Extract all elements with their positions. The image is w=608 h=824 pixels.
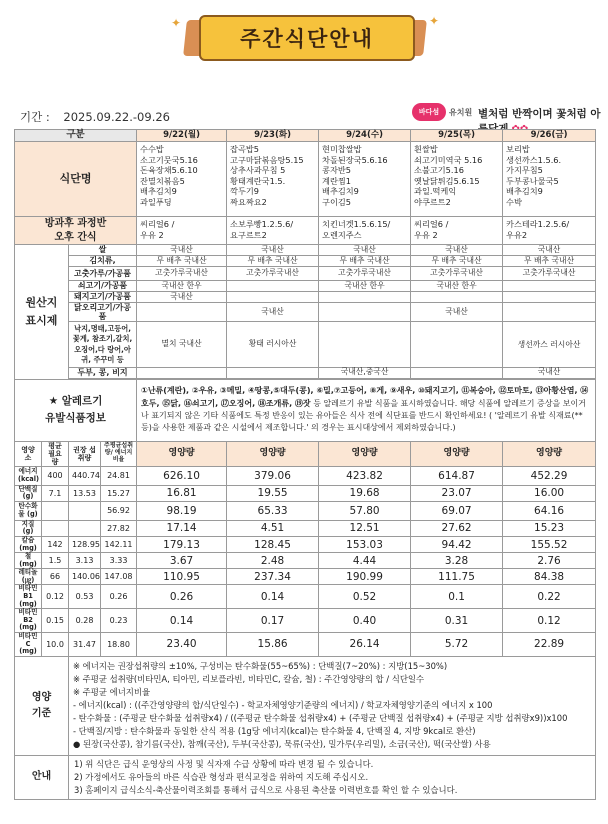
standard-notes: ※ 에너지는 권장섭취량의 ±10%, 구성비는 탄수화물(55~65%) : 단백질(7~20%) : 지방(15~30%) ※ 주평균 섭취량(비타민A, 티아민, 리보플라빈, 비타민C, 칼슘, 철) : 주간영양량의 합 / 식단일수 ※ 주평균 에너지비율 - 에너지(kcal) : ((주간영양량의 합/식단일수) - 학교자체영양기준량의 에너지) / 학교자체영양기준의 에너지 x 100 - 탄수화물 : (주평균 탄수화물 섭취량x4) / ((주평균 탄수화물 섭취량x4) + (주평균 단백질 섭취량x4) + (주평균 지방 섭취량x9))x100 - 단백질/지방 : 탄수화물과 동일한 산식 적용 (1g당 에너지(kcal)는 탄수화물 4, 단백질 4, 지방 9kcal로 환산) ● 된장(국산콩), 참기름(국산), 참깨(국산), 두부(국산콩), 묵류(국산), 밀가루(우리밀), 소금(국산), 떡(국산쌀) 사용 <box>69 656 596 755</box>
avg-requirement: 10.0 <box>42 632 69 656</box>
menu-day-thu: 흰쌀밥 쇠고기미역국 5.16 소불고기5.16 옛날닭튀김5.6.15 과일.떡케익 야쿠르트2 <box>411 142 503 217</box>
day-value: 0.14 <box>227 585 319 609</box>
day-value: 4.44 <box>319 553 411 569</box>
day-value: 15.86 <box>227 632 319 656</box>
day-value: 23.40 <box>137 632 227 656</box>
origin-cell: 국내산 <box>319 245 411 256</box>
avg-requirement: 7.1 <box>42 485 69 501</box>
day-value: 22.89 <box>503 632 596 656</box>
origin-row-beef <box>15 281 596 292</box>
day-value: 12.51 <box>319 520 411 536</box>
day-value: 4.51 <box>227 520 319 536</box>
day-value-head: 영양량 <box>411 441 503 466</box>
weekly-average: 147.08 <box>101 569 137 585</box>
origin-cell: 고춧가루국내산 <box>137 267 227 281</box>
origin-cell: 고춧가루국내산 <box>411 267 503 281</box>
day-value: 94.42 <box>411 537 503 553</box>
avg-requirement <box>42 520 69 536</box>
origin-row-kimchi <box>15 256 596 267</box>
recommended-intake: 3.13 <box>69 553 101 569</box>
banner-plate <box>199 15 415 61</box>
day-value: 2.76 <box>503 553 596 569</box>
recommended-intake: 13.53 <box>69 485 101 501</box>
day-header: 9/24(수) <box>319 130 411 142</box>
day-value: 614.87 <box>411 466 503 485</box>
day-value: 57.80 <box>319 501 411 520</box>
day-value: 0.26 <box>137 585 227 609</box>
weekly-average: 18.80 <box>101 632 137 656</box>
day-value: 128.45 <box>227 537 319 553</box>
origin-cell: 국내산 <box>503 245 596 256</box>
origin-cell <box>227 292 319 303</box>
origin-cell <box>227 281 319 292</box>
weekly-average: 0.26 <box>101 585 137 609</box>
nutrient-name: 철(mg) <box>15 553 42 569</box>
allergy-text: 등 알레르기 유발 식품을 표시하였습니다. 해당 식품에 알레르기 증상을 보이거나 표기되지 않은 기타 식품에도 특정 반응이 있는 유아들은 식사 전에 식단표를 반드시 확인하세요! ( '알레르기 유발 식재료(** 등)을 사용한 제품과 같은 시설에서 제조합니다.' 의 경우는 표시대상에서 제외하였습니다.) <box>141 398 586 433</box>
standard-label: 영양 기준 <box>15 656 69 755</box>
weekly-average: 142.11 <box>101 537 137 553</box>
origin-row-tofu <box>15 368 596 378</box>
day-header: 9/23(화) <box>227 130 319 142</box>
origin-row-pork <box>15 292 596 303</box>
origin-cell <box>503 303 596 322</box>
day-value: 27.62 <box>411 520 503 536</box>
allergy-info <box>137 379 596 441</box>
origin-item: 쌀 <box>69 245 137 256</box>
origin-cell: 국내산 <box>137 292 227 303</box>
day-value: 423.82 <box>319 466 411 485</box>
weekly-average: 0.23 <box>101 609 137 633</box>
allergy-row <box>15 379 596 441</box>
avg-requirement <box>42 501 69 520</box>
origin-item: 닭오리고기/가공품 <box>69 303 137 322</box>
weekly-average: 27.82 <box>101 520 137 536</box>
origin-label: 원산지 표시제 <box>15 245 69 380</box>
origin-row-poultry <box>15 303 596 322</box>
nutrient-name: 레티놀(㎍) <box>15 569 42 585</box>
slogan-text: 별처럼 반짝이며 꽃처럼 아 <box>478 108 601 120</box>
nutrition-row <box>15 501 596 520</box>
origin-cell: 국내산 한우 <box>137 281 227 292</box>
day-value: 15.23 <box>503 520 596 536</box>
standard-row <box>15 656 596 755</box>
origin-cell: 국내산 한우 <box>411 281 503 292</box>
day-value: 19.68 <box>319 485 411 501</box>
nutrition-row <box>15 485 596 501</box>
weekly-average: 15.27 <box>101 485 137 501</box>
category-header: 구분 <box>15 130 137 142</box>
origin-cell: 생선까스 러시아산 <box>503 322 596 368</box>
origin-cell: 국내산 한우 <box>319 281 411 292</box>
day-value: 155.52 <box>503 537 596 553</box>
origin-item: 김치류, <box>69 256 137 267</box>
star-icon: ★ <box>48 395 59 408</box>
day-value: 23.07 <box>411 485 503 501</box>
rec-head: 권장 섭취량 <box>69 441 101 466</box>
day-value: 0.1 <box>411 585 503 609</box>
origin-item: 쇠고기/가공품 <box>69 281 137 292</box>
day-value: 64.16 <box>503 501 596 520</box>
day-value: 626.10 <box>137 466 227 485</box>
origin-cell: 국내산 <box>503 368 596 378</box>
menu-row <box>15 142 596 217</box>
origin-cell <box>319 292 411 303</box>
recommended-intake: 128.95 <box>69 537 101 553</box>
avg-requirement: 0.12 <box>42 585 69 609</box>
origin-cell: 무 배추 국내산 <box>411 256 503 267</box>
origin-cell: 고춧가루국내산 <box>319 267 411 281</box>
day-value: 5.72 <box>411 632 503 656</box>
origin-cell: 무 배추 국내산 <box>137 256 227 267</box>
day-value: 16.81 <box>137 485 227 501</box>
day-value: 2.48 <box>227 553 319 569</box>
nutrition-row <box>15 609 596 633</box>
origin-cell: 무 배추 국내산 <box>227 256 319 267</box>
guide-row <box>15 755 596 799</box>
meal-table <box>14 129 596 800</box>
snack-label: 방과후 과정반 오후 간식 <box>15 217 137 245</box>
weekly-average: 24.81 <box>101 466 137 485</box>
day-value: 110.95 <box>137 569 227 585</box>
recommended-intake: 31.47 <box>69 632 101 656</box>
day-value: 26.14 <box>319 632 411 656</box>
origin-cell <box>227 368 319 378</box>
week-head: 주평균섭취량/ 에너지비율 <box>101 441 137 466</box>
day-value: 179.13 <box>137 537 227 553</box>
recommended-intake: 440.74 <box>69 466 101 485</box>
origin-cell: 무 배추 국내산 <box>503 256 596 267</box>
day-value: 98.19 <box>137 501 227 520</box>
origin-cell: 국내산 <box>227 303 319 322</box>
origin-cell: 멸치 국내산 <box>137 322 227 368</box>
day-value-head: 영양량 <box>319 441 411 466</box>
origin-cell: 무 배추 국내산 <box>319 256 411 267</box>
nutrition-row <box>15 553 596 569</box>
period-label: 기간 : <box>20 110 50 124</box>
weekly-average: 3.33 <box>101 553 137 569</box>
day-value: 0.14 <box>137 609 227 633</box>
allergy-label: ★ 알레르기 유발식품정보 <box>15 379 137 441</box>
origin-row-seafood <box>15 322 596 368</box>
day-value: 0.52 <box>319 585 411 609</box>
nutrition-body <box>15 466 596 656</box>
recommended-intake: 0.53 <box>69 585 101 609</box>
allergy-list: ①난류(계란), ②우유, ③메밀, ④땅콩,⑤대두(콩), ⑥밀,⑦고등어, ⑧게, ⑨새우, ⑩돼지고기, ⑪복숭아, ⑫토마토, ⑬아황산염, ⑭호두, ⑮닭, ⑯쇠고기, ⑰오징어, ⑱조개류, ⑲잣 <box>141 386 589 408</box>
origin-cell <box>137 368 227 378</box>
day-value: 0.40 <box>319 609 411 633</box>
day-header: 9/22(월) <box>137 130 227 142</box>
nutrient-head: 영양소 <box>15 441 42 466</box>
weekly-average: 56.92 <box>101 501 137 520</box>
sparkle-icon: ✦ <box>429 14 440 28</box>
day-value: 19.55 <box>227 485 319 501</box>
snack-day: 카스테라1.2.5.6/ 우유2 <box>503 217 596 245</box>
avg-requirement: 142 <box>42 537 69 553</box>
snack-row <box>15 217 596 245</box>
day-value: 190.99 <box>319 569 411 585</box>
day-value: 111.75 <box>411 569 503 585</box>
day-value: 3.28 <box>411 553 503 569</box>
origin-cell <box>503 292 596 303</box>
menu-label: 식단명 <box>15 142 137 217</box>
day-value: 17.14 <box>137 520 227 536</box>
day-value: 452.29 <box>503 466 596 485</box>
nutrient-name: 지질(g) <box>15 520 42 536</box>
guide-notes: 1) 위 식단은 급식 운영상의 사정 및 식자재 수급 상황에 따라 변경 될 수 있습니다. 2) 가정에서도 유아들의 바른 식습관 형성과 편식교정을 위하여 지도해 주십시오. 3) 홈페이지 급식소식-축산물이력조회를 통해서 급식으로 사용된 축산물 이력번호를 확인 할 수 있습니다. <box>69 755 596 799</box>
nutrient-name: 비타민B1 (mg) <box>15 585 42 609</box>
day-value: 0.12 <box>503 609 596 633</box>
recommended-intake: 0.28 <box>69 609 101 633</box>
day-value-head: 영양량 <box>137 441 227 466</box>
page-title: 주간식단안내 <box>240 27 374 51</box>
guide-label: 안내 <box>15 755 69 799</box>
nutrient-name: 에너지 (kcal) <box>15 466 42 485</box>
menu-day-wed: 현미찹쌀밥 차돌된장국5.6.16 콩자반5 계란찜1 배추김치9 구이김5 <box>319 142 411 217</box>
origin-item: 고춧가루/가공품 <box>69 267 137 281</box>
snack-day: 소보루빵1.2.5.6/ 요구르트2 <box>227 217 319 245</box>
nutrient-name: 단백질(g) <box>15 485 42 501</box>
origin-cell <box>319 303 411 322</box>
logo-name: 유치원 <box>449 107 473 117</box>
day-value: 3.67 <box>137 553 227 569</box>
menu-day-mon: 수수밥 소고기뭇국5.16 돈육장채5.6.10 잔멸치볶음5 배추김치9 과일푸딩 <box>137 142 227 217</box>
origin-item: 돼지고기/가공품 <box>69 292 137 303</box>
nutrition-row <box>15 569 596 585</box>
origin-cell: 황태 러시아산 <box>227 322 319 368</box>
snack-day: 씨리얼6 / 우유 2 <box>411 217 503 245</box>
origin-cell: 국내산 <box>411 303 503 322</box>
nutrition-row <box>15 537 596 553</box>
kindergarten-logo <box>412 103 472 121</box>
origin-item: 낙지,명태,고등어,꽃게, 참조기,갈치,오징어,다 랑어,아귀, 주꾸미 등 <box>69 322 137 368</box>
origin-row-pepper <box>15 267 596 281</box>
origin-cell: 고춧가루국내산 <box>227 267 319 281</box>
nutrient-name: 비타민B2 (mg) <box>15 609 42 633</box>
day-header: 9/26(금) <box>503 130 596 142</box>
day-value: 16.00 <box>503 485 596 501</box>
avg-requirement: 0.15 <box>42 609 69 633</box>
day-value: 237.34 <box>227 569 319 585</box>
day-value-head: 영양량 <box>503 441 596 466</box>
origin-cell: 국내산 <box>137 245 227 256</box>
nutrition-header <box>15 441 596 466</box>
origin-cell: 국내산,중국산 <box>319 368 411 378</box>
origin-cell: 고춧가루국내산 <box>503 267 596 281</box>
recommended-intake: 140.06 <box>69 569 101 585</box>
origin-cell <box>411 322 503 368</box>
origin-cell <box>411 292 503 303</box>
nutrition-row <box>15 632 596 656</box>
origin-cell: 국내산 <box>411 245 503 256</box>
period <box>20 109 170 125</box>
logo-badge: 바다섬 <box>412 103 446 121</box>
day-value: 0.17 <box>227 609 319 633</box>
origin-row-rice <box>15 245 596 256</box>
title-banner <box>171 12 440 62</box>
day-value: 0.31 <box>411 609 503 633</box>
origin-cell: 국내산 <box>227 245 319 256</box>
avg-requirement: 66 <box>42 569 69 585</box>
day-value: 379.06 <box>227 466 319 485</box>
snack-day: 씨리얼6 / 우유 2 <box>137 217 227 245</box>
origin-cell <box>137 303 227 322</box>
day-value-head: 영양량 <box>227 441 319 466</box>
menu-day-fri: 보리밥 생선까스1.5.6. 가지무침5 두부콩나물국5 배추김치9 수박 <box>503 142 596 217</box>
nutrient-name: 비타민C (mg) <box>15 632 42 656</box>
recommended-intake <box>69 501 101 520</box>
avg-requirement: 1.5 <box>42 553 69 569</box>
day-header: 9/25(목) <box>411 130 503 142</box>
origin-item: 두부, 콩, 비지 <box>69 368 137 378</box>
nutrient-name: 칼슘(mg) <box>15 537 42 553</box>
snack-day: 치킨너겟1.5.6.15/ 오렌지주스 <box>319 217 411 245</box>
header-row <box>15 130 596 142</box>
day-value: 69.07 <box>411 501 503 520</box>
avg-requirement: 400 <box>42 466 69 485</box>
nutrition-row <box>15 466 596 485</box>
avg-head: 평균 필요량 <box>42 441 69 466</box>
nutrition-row <box>15 585 596 609</box>
day-value: 153.03 <box>319 537 411 553</box>
origin-cell <box>319 322 411 368</box>
origin-cell <box>411 368 503 378</box>
period-value: 2025.09.22.-09.26 <box>63 110 170 124</box>
day-value: 65.33 <box>227 501 319 520</box>
nutrition-row <box>15 520 596 536</box>
recommended-intake <box>69 520 101 536</box>
day-value: 0.22 <box>503 585 596 609</box>
day-value: 84.38 <box>503 569 596 585</box>
sparkle-icon: ✦ <box>171 16 182 30</box>
menu-day-tue: 잡곡밥5 고구마닭볶음탕5.15 상추사과무침 5 황태계란국1.5. 깍두기9 짜요짜요2 <box>227 142 319 217</box>
origin-cell <box>503 281 596 292</box>
nutrient-name: 탄수화물 (g) <box>15 501 42 520</box>
